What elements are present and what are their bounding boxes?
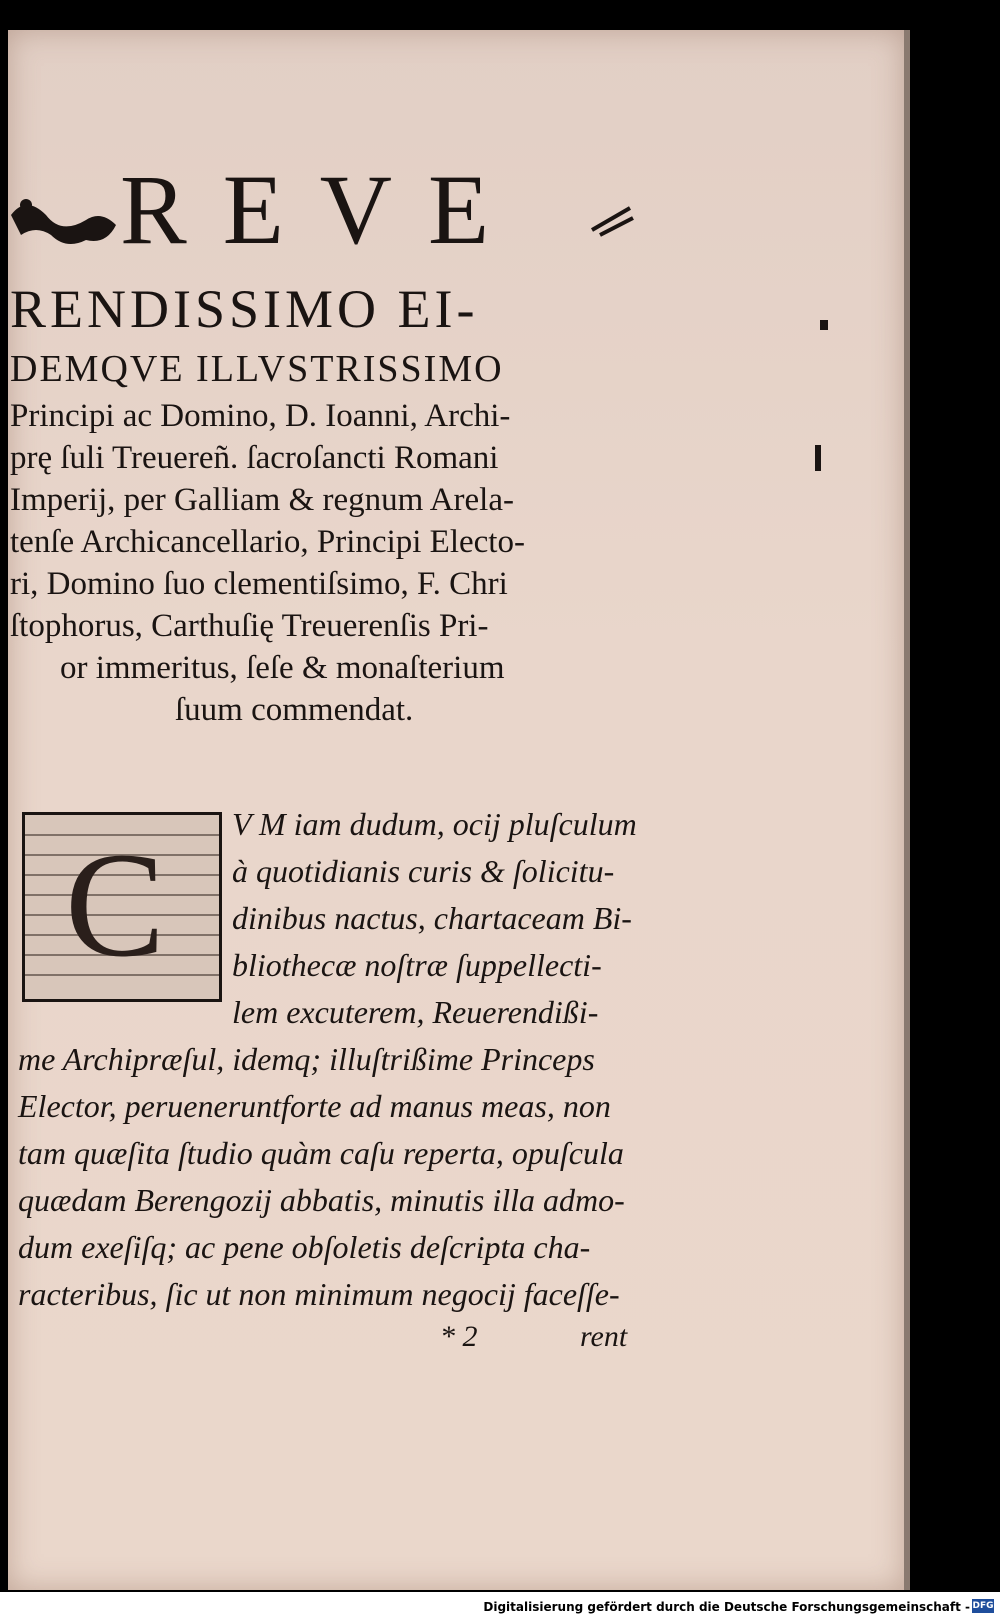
body-line: V M iam dudum, ocij pluſculum [232, 806, 637, 842]
margin-mark [815, 445, 821, 471]
body-line: tam quæſita ſtudio quàm caſu reperta, opuſcula [18, 1135, 624, 1171]
title-line-2: DEMQVE ILLVSTRISSIMO [10, 348, 504, 390]
body-line: à quotidianis curis & ſolicitu- [232, 853, 615, 889]
margin-mark [820, 320, 828, 330]
dedication-line: ſtophorus, Carthuſię Treuerenſis Pri- [10, 608, 489, 644]
dedication-line: or immeritus, ſeſe & monaſterium [60, 650, 505, 686]
catchword: rent [580, 1320, 628, 1353]
page-edge [904, 30, 910, 1590]
page-heading: REVE [120, 154, 526, 265]
body-line: racteribus, ſic ut non minimum negocij faceſſe- [18, 1276, 620, 1312]
dedication-line: prę ſuli Treuereñ. ſacroſancti Romani [10, 440, 499, 476]
signature-mark: * 2 [440, 1320, 478, 1353]
body-line: me Archipræſul, idemq; illuſtrißime Princeps [18, 1041, 595, 1077]
title-line-1: RENDISSIMO EI- [10, 279, 479, 339]
dedication-line: tenſe Archicancellario, Principi Electo- [10, 524, 525, 560]
ornament-icon [6, 185, 126, 255]
dedication-line: Imperij, per Galliam & regnum Arela- [10, 482, 514, 518]
dedication-line: Principi ac Domino, D. Ioanni, Archi- [10, 398, 511, 434]
initial-letter: C [65, 822, 166, 988]
body-line: dinibus nactus, chartaceam Bi- [232, 900, 632, 936]
footer-credit: Digitalisierung gefördert durch die Deutsche Forschungsgemeinschaft - [483, 1600, 970, 1614]
body-line: bliothecæ noſtræ ſuppellecti- [232, 947, 602, 983]
flourish-icon [590, 200, 635, 240]
dfg-logo-icon: DFG [972, 1601, 994, 1611]
body-line: quædam Berengozij abbatis, minutis illa admo- [18, 1182, 625, 1218]
body-line: Elector, perueneruntforte ad manus meas, non [18, 1088, 611, 1124]
body-line: lem excuterem, Reuerendißi- [232, 994, 599, 1030]
body-line: dum exeſiſq; ac pene obſoletis deſcripta cha- [18, 1229, 591, 1265]
dedication-line: ri, Domino ſuo clementiſsimo, F. Chri [10, 566, 508, 602]
decorated-initial [22, 812, 222, 1002]
dedication-line: ſuum commendat. [175, 692, 414, 728]
